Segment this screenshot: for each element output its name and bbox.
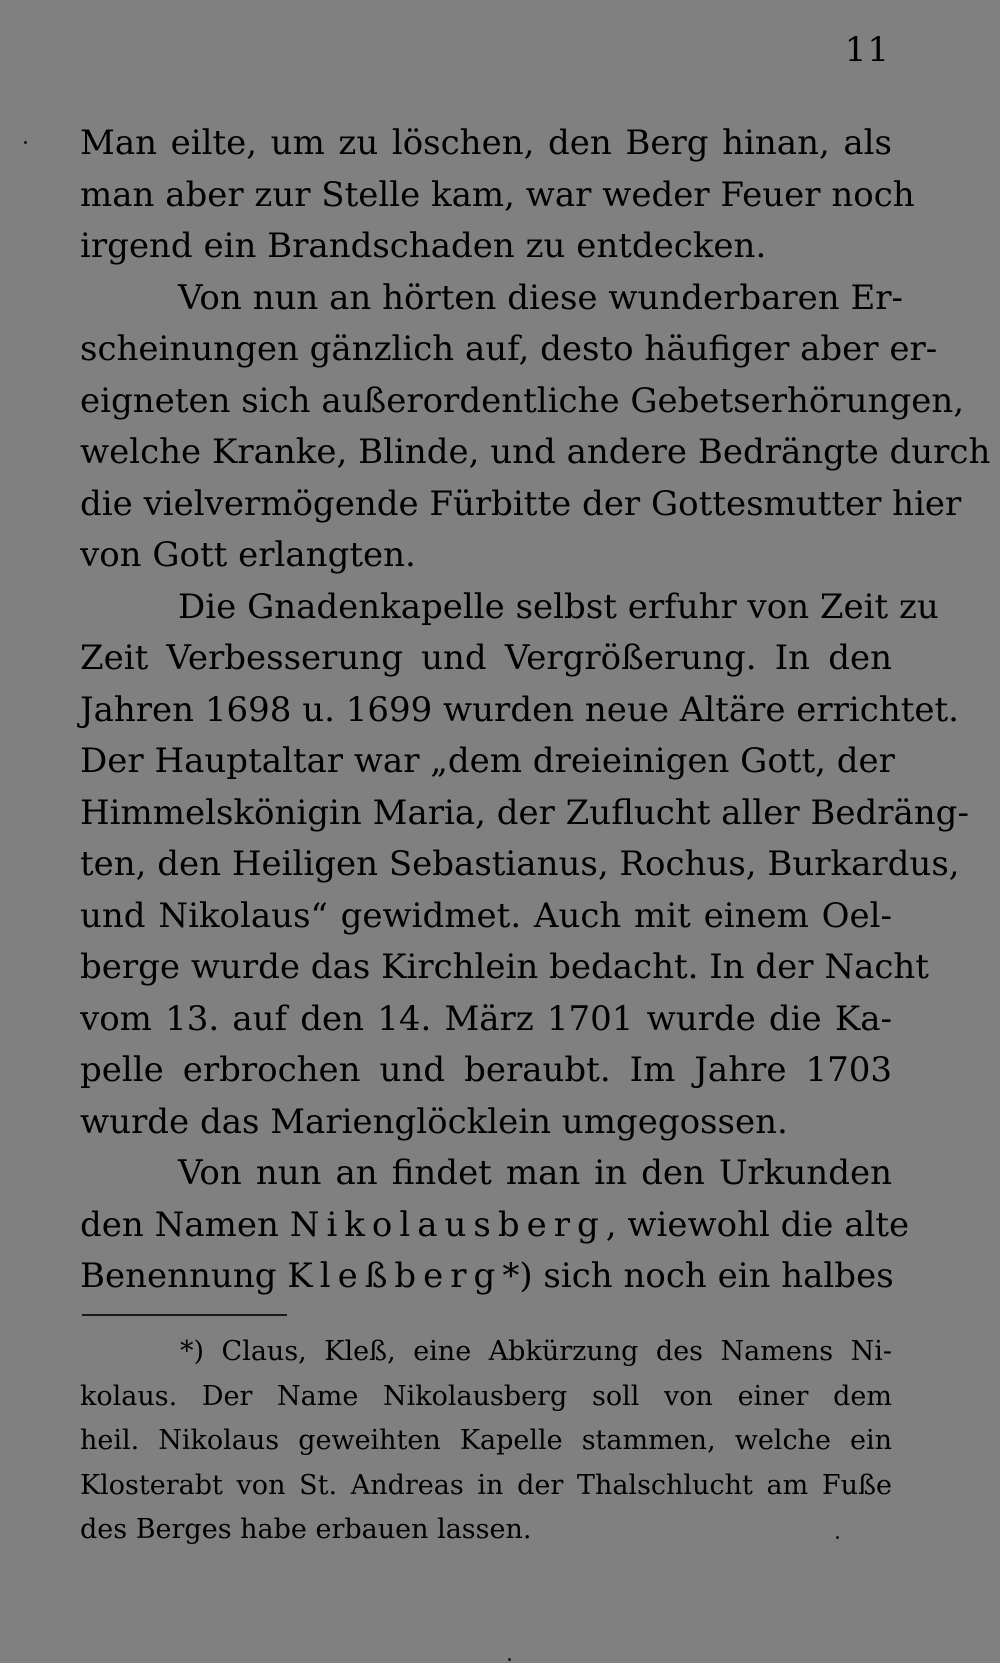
text-line: Der Hauptaltar war „dem dreieinigen Gott, der <box>80 741 895 781</box>
text-line: von Gott erlangten. <box>80 535 416 575</box>
print-speck <box>24 141 27 144</box>
text-line: vom 13. auf den 14. März 1701 wurde die Ka- <box>80 998 892 1039</box>
text-line <box>80 1251 892 1303</box>
body-text <box>80 118 991 1303</box>
footnote-line: des Berges habe erbauen lassen. <box>80 1514 532 1545</box>
text-line: wurde das Marienglöcklein umgegossen. <box>80 1101 788 1142</box>
text-line: ten, den Heiligen Sebastianus, Rochus, Burkardus, <box>80 844 960 884</box>
text-fragment: den Namen <box>80 1204 290 1245</box>
text-line: scheinungen gänzlich auf, desto häufiger aber er- <box>80 329 938 369</box>
text-line: welche Kranke, Blinde, und andere Bedrängte durch <box>80 432 991 472</box>
place-name-spaced: Kleßberg <box>287 1256 503 1296</box>
text-line: irgend ein Brandschaden zu entdecken. <box>80 226 767 266</box>
text-line: Von nun an hörten diese wunderbaren Er- <box>178 277 904 318</box>
footnote-line: kolaus. Der Name Nikolausberg soll von einer dem <box>80 1380 892 1412</box>
place-name-spaced: Nikolausberg <box>289 1204 606 1245</box>
text-fragment: *) sich noch ein halbes <box>502 1256 894 1296</box>
print-speck <box>836 1536 839 1539</box>
print-speck <box>508 1658 511 1661</box>
text-line: Von nun an findet man in den Urkunden <box>178 1153 892 1193</box>
page-number: 11 <box>844 30 890 70</box>
paragraph-2 <box>80 273 991 582</box>
text-line: die vielvermögende Fürbitte der Gottesmutter hier <box>80 483 962 524</box>
footnote-line: *) Claus, Kleß, eine Abkürzung des Namens Ni- <box>180 1336 892 1367</box>
text-line: und Nikolaus“ gewidmet. Auch mit einem Oel- <box>80 895 892 936</box>
text-line: berge wurde das Kirchlein bedacht. In der Nacht <box>80 947 929 987</box>
footnote-line: heil. Nikolaus geweihten Kapelle stammen, welche ein <box>80 1425 892 1456</box>
text-line: eigneten sich außerordentliche Gebetserhörungen, <box>80 380 965 421</box>
text-line: Man eilte, um zu löschen, den Berg hinan, als <box>80 123 892 163</box>
footnote-divider <box>82 1314 287 1316</box>
text-fragment: , wiewohl die alte <box>605 1204 910 1245</box>
footnote-line: Klosterabt von St. Andreas in der Thalschlucht am Fuße <box>80 1469 892 1501</box>
paragraph-3 <box>80 582 969 1149</box>
text-line: man aber zur Stelle kam, war weder Feuer noch <box>80 174 915 215</box>
text-line: Zeit Verbesserung und Vergrößerung. In den <box>80 638 892 678</box>
text-fragment: Benennung <box>80 1256 288 1296</box>
paragraph-4 <box>80 1148 910 1303</box>
text-line <box>80 1200 910 1252</box>
footnote <box>80 1330 892 1553</box>
paragraph-1 <box>80 118 915 273</box>
text-line: pelle erbrochen und beraubt. Im Jahre 1703 <box>80 1050 892 1090</box>
text-line: Die Gnadenkapelle selbst erfuhr von Zeit zu <box>178 586 939 627</box>
text-line: Himmelskönigin Maria, der Zuflucht aller Bedräng- <box>80 792 969 833</box>
text-line: Jahren 1698 u. 1699 wurden neue Altäre errichtet. <box>80 689 959 730</box>
